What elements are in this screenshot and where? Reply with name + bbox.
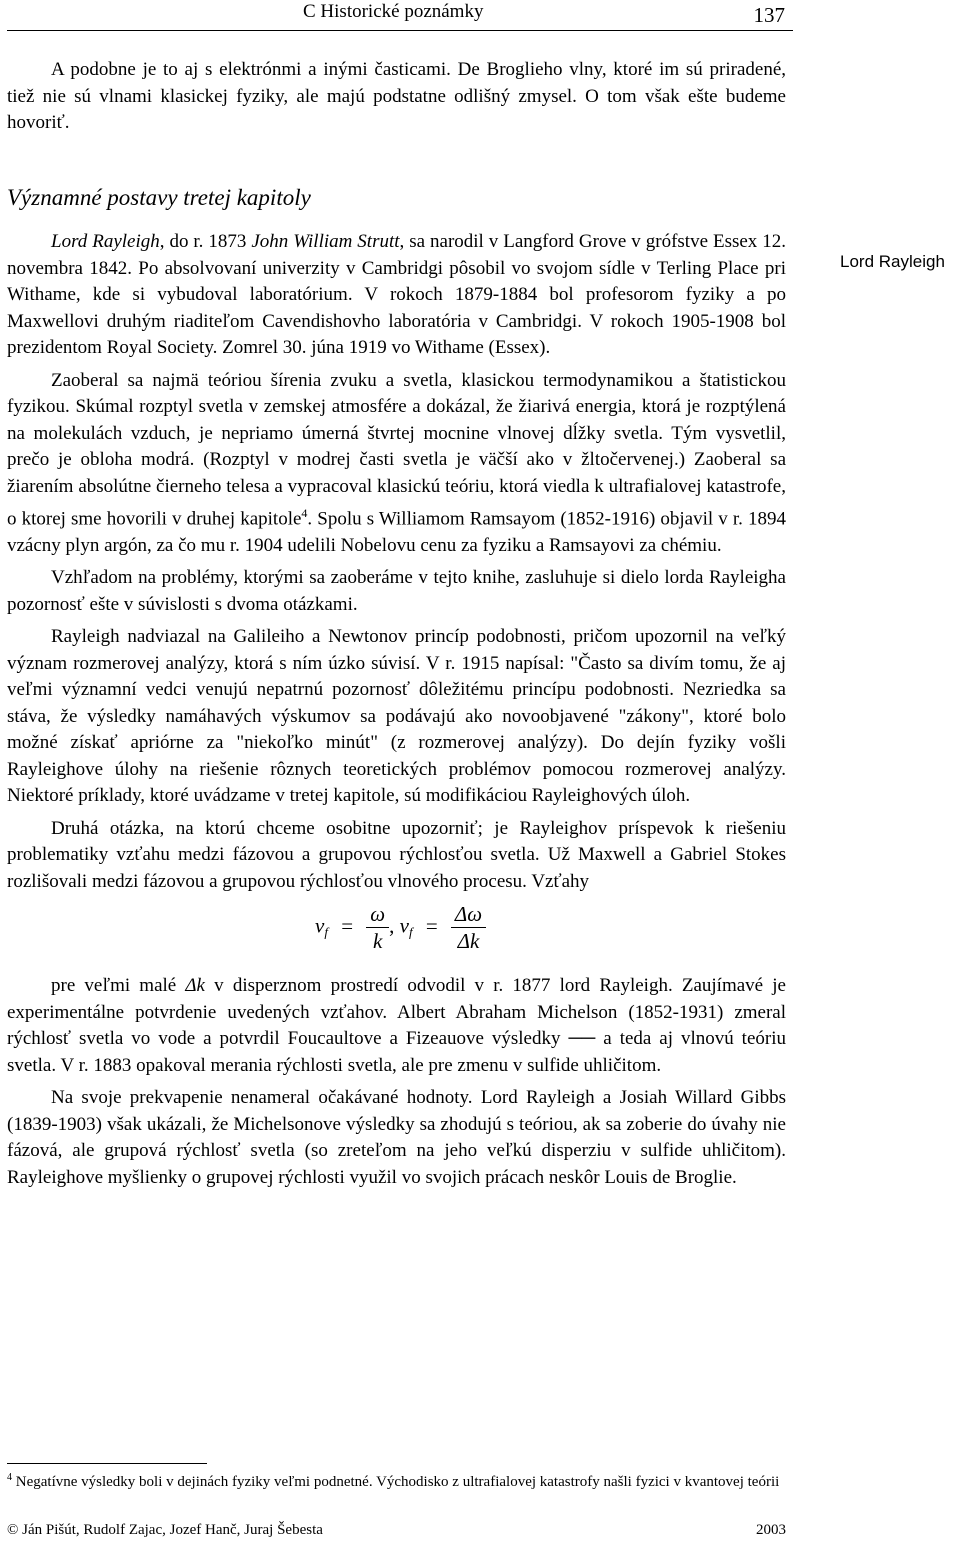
paragraph-michelson: pre veľmi malé Δk v disperznom prostredí odvodil v r. 1877 lord Rayleigh. Zaujímavé je experimentálne potvrdenie uvedených vzťahov. Albert Abraham Michelson (1852-1931) zmeral rýchlosť svetla vo vode a potvrdil Foucaultove a Fizeauove výsledky ── a teda aj vlnovú teóriu svetla. V r. 1883 opakoval merania rýchlosti svetla, ale pre zmenu v sulfide uhličitom. <box>7 975 786 1076</box>
footnote-number: 4 <box>7 1472 12 1483</box>
paragraph-research: Zaoberal sa najmä teóriou šírenia zvuku a svetla, klasickou termodynamikou a štatistickou fyzikou. Skúmal rozptyl svetla v zemskej atmosfére a dokázal, že žiarivá energia, ktorá je rozptýlená na molekulách vzduch, je nepriamo úmerná štvrtej mocnine vlnovej dĺžky svetla. Tým vysvetlil, prečo je obloha modrá. (Rozptyl v modrej časti svetla je väčší ako v žltočervenej.) Zaoberal sa žiarením absolútne čierneho telesa a vypracoval klasickú teóriu, ktorá viedla k ultrafialovej katastrofe, o ktorej sme hovorili v druhej kapitole$^4$. Spolu s Williamom Ramsayom (1852-1916) objavil v r. 1894 vzácny plyn argón, za čo mu r. 1904 udelili Nobelovu cenu za fyziku a Ramsayovi za chémiu. <box>7 369 786 556</box>
footnote-divider <box>7 1463 207 1464</box>
page-body <box>7 57 786 1197</box>
page-number: 137 <box>753 3 785 27</box>
chapter-title: C Historické poznámky <box>303 1 484 22</box>
footnote-ref: 4 <box>301 506 308 520</box>
fraction-group: $\frac{\Delta\omega}{\Delta k}$ <box>451 901 486 954</box>
paragraph-gibbs: Na svoje prekvapenie nenameral očakávané hodnoty. Lord Rayleigh a Josiah Willard Gibbs (1839-1903) však ukázali, že Michelsonove výsledky sa zhodujú s teóriou, ak sa zoberie do úvahy nie fázová, ale grupová rýchlosť svetla (so zreteľom na jeho veľkú disperziu v sulfide uhličitom). Rayleighove myšlienky o grupovej rýchlosti využil vo svojich prácach neskôr Louis de Broglie. <box>7 1087 786 1188</box>
paragraph-group-velocity: Druhá otázka, na ktorú chceme osobitne upozorniť; je Rayleighov príspevok k riešeniu problematiky vzťahu medzi fázovou a grupovou rýchlosťou svetla. Už Maxwell a Gabriel Stokes rozlišovali medzi fázovou a grupovou rýchlosťou vlnového procesu. Vzťahy <box>7 817 786 892</box>
fraction-phase: $\frac{\omega}{k}$ <box>366 901 389 954</box>
person-name: John William Strutt <box>251 231 400 252</box>
margin-note: Lord Rayleigh <box>840 252 945 271</box>
paragraph-similarity: Rayleigh nadviazal na Galileiho a Newtonov princíp podobnosti, pričom upozornil na veľký význam rozmerovej analýzy, ktorá s ním úzko súvisí. V r. 1915 napísal: "Často sa divím tomu, že aj veľmi významní vedci venujú nepatrnú pozornosť dôležitému princípu podobnosti. Nezriedka sa stáva, že výsledky namáhavých výskumov sa podávajú ako novoobjavené "zákony", ktoré bolo možné získať apriórne za "niekoľko minút" (z rozmerovej analýzy). Do dejín fyziky vošli Rayleighove úlohy na riešenie rôznych teoretických problémov pomocou rozmerovej analýzy. Niektoré príklady, ktoré uvádzame v tretej kapitole, sú modifikáciou Rayleighových úloh. <box>7 626 786 807</box>
paragraph-rayleigh-bio: Lord Rayleigh, do r. 1873 John William Strutt, sa narodil v Langford Grove v grófstve Essex 12. novembra 1842. Po absolvovaní univerzity v Cambridgi pôsobil vo svojom sídle v Terling Place pri Withame, kde si vybudoval laboratórium. V rokoch 1879-1884 bol profesorom fyziky a po Maxwellovi druhým riaditeľom Cavendishovho laboratória v Cambridgi. V rokoch 1905-1908 bol prezidentom Royal Society. Zomrel 30. júna 1919 vo Withame (Essex). <box>7 231 786 358</box>
page-footer <box>7 1522 786 1539</box>
section-heading: Významné postavy tretej kapitoly <box>7 184 311 210</box>
paragraph-questions: Vzhľadom na problémy, ktorými sa zaoberáme v tejto knihe, zasluhuje si dielo lorda Rayleigha pozornosť ešte v súvislosti s dvoma otázkami. <box>7 567 786 615</box>
velocity-formula: $v_f$ = $\frac{\omega}{k}$ , $v_f$ = $\frac{\Delta\omega}{\Delta k}$ <box>7 901 786 963</box>
copyright-year: 2003 <box>756 1522 786 1538</box>
person-name: Lord Rayleigh <box>51 231 160 252</box>
page-header <box>7 0 793 31</box>
paragraph-intro: A podobne je to aj s elektrónmi a inými časticami. De Broglieho vlny, ktoré im sú priradené, tiež nie sú vlnami klasickej fyziky, ale majú podstatne odlišný zmysel. O tom však ešte budeme hovoriť. <box>7 59 786 133</box>
copyright: © Ján Pišút, Rudolf Zajac, Jozef Hanč, Juraj Šebesta <box>7 1522 323 1538</box>
footnote: $^4$ Negatívne výsledky boli v dejinách fyziky veľmi podnetné. Východisko z ultrafialovej katastrofy našli fyzici v kvantovej teórii <box>7 1472 780 1490</box>
